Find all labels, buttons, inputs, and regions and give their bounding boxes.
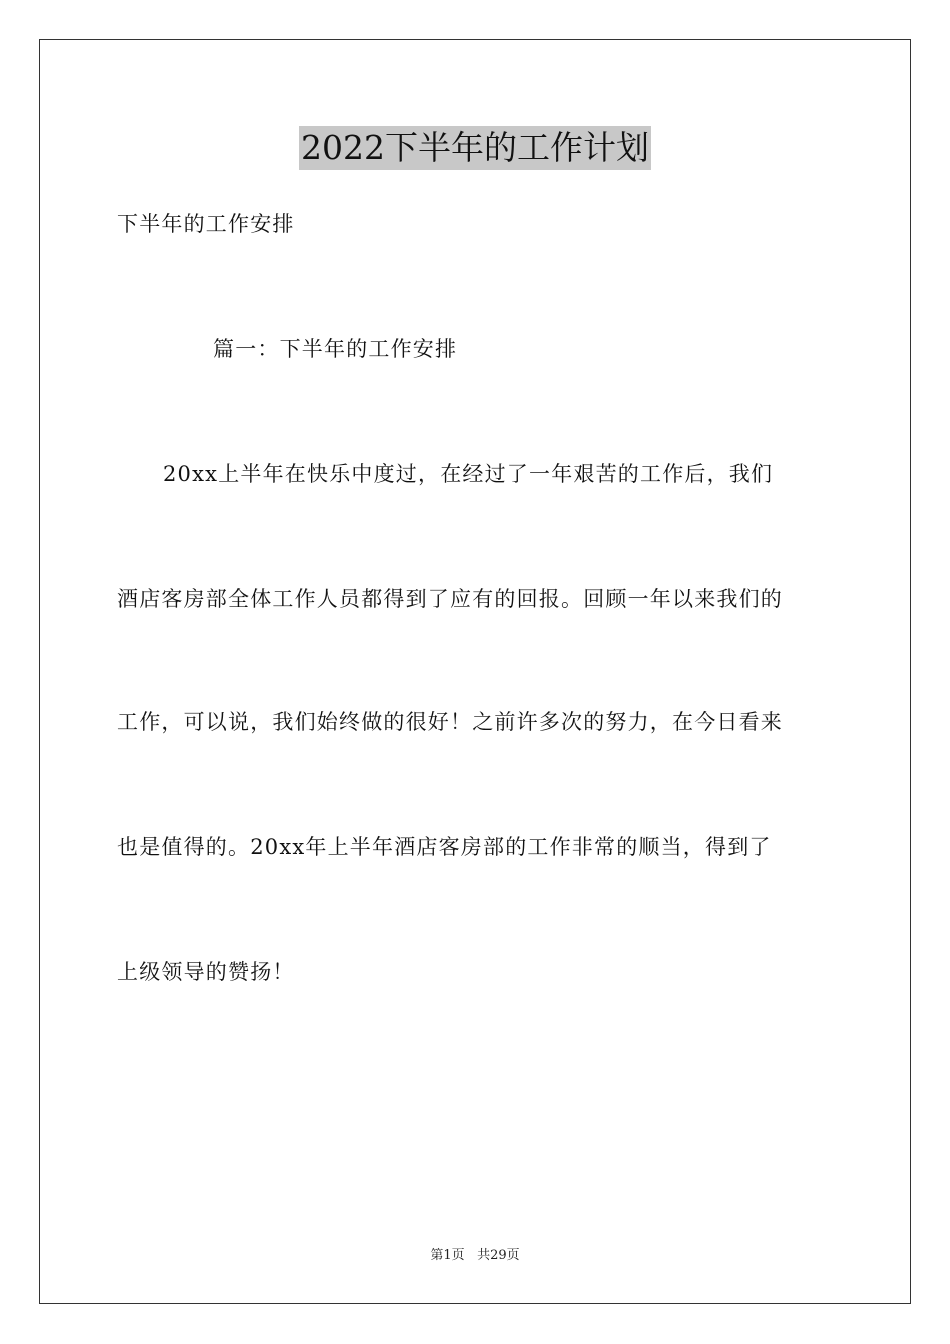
paragraph-line: 上级领导的赞扬！ [117, 960, 295, 984]
section-heading: 篇一：下半年的工作安排 [213, 337, 458, 361]
paragraph-line: 也是值得的。20xx年上半年酒店客房部的工作非常的顺当，得到了 [117, 835, 772, 859]
document-title: 2022下半年的工作计划 [299, 126, 651, 170]
page-footer [0, 1247, 950, 1265]
page-total: 共29页 [477, 1248, 520, 1263]
footer-spacer [465, 1248, 477, 1263]
paragraph-line: 工作，可以说，我们始终做的很好！之前许多次的努力，在今日看来 [117, 710, 783, 734]
paragraph-line: 酒店客房部全体工作人员都得到了应有的回报。回顾一年以来我们的 [117, 587, 783, 611]
subtitle: 下半年的工作安排 [117, 212, 295, 236]
paragraph-line: 20xx上半年在快乐中度过，在经过了一年艰苦的工作后，我们 [163, 462, 774, 486]
document-title-wrap [0, 126, 950, 170]
page-number: 第1页 [430, 1248, 465, 1263]
